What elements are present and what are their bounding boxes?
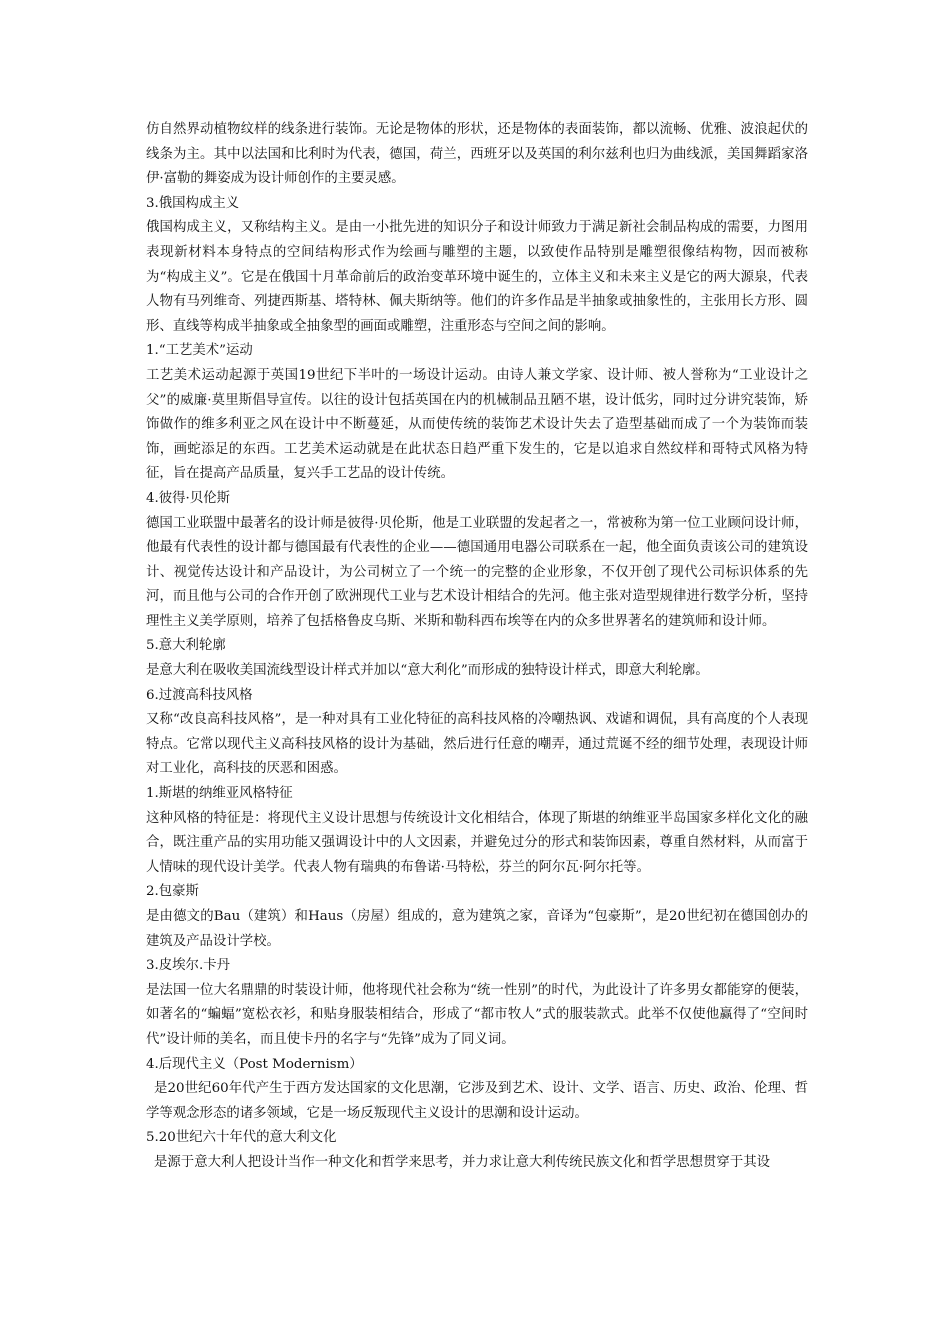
heading-pierre-cardin: 3.皮埃尔.卡丹 (146, 958, 230, 974)
heading-italian-line: 5.意大利轮廓 (146, 638, 226, 654)
heading-transitional-high-tech: 6.过渡高科技风格 (146, 687, 253, 703)
heading-russian-constructivism: 3.俄国构成主义 (146, 195, 240, 211)
paragraph-post-modernism: 是20世纪60年代产生于西方发达国家的文化思潮，它涉及到艺术、设计、文学、语言、历史、政治、伦理、哲学等观念形态的诸多领域，它是一场反叛现代主义设计的思潮和设计运动。 (146, 1081, 808, 1121)
paragraph-russian-constructivism: 俄国构成主义，又称结构主义。是由一小批先进的知识分子和设计师致力于满足新社会制品构成的需要，力图用表现新材料本身特点的空间结构形式作为绘画与雕塑的主题，以致使作品特别是雕塑很像结构物，因而被称为“构成主义”。它是在俄国十月革命前后的政治变革环境中诞生的，立体主义和未来主义是它的两大源泉，代表人物有马列维奇、列捷西斯基、塔特林、佩夫斯纳等。他们的许多作品是半抽象或抽象性的，主张用长方形、圆形、直线等构成半抽象或全抽象型的画面或雕塑，注重形态与空间之间的影响。 (146, 220, 808, 334)
heading-bauhaus: 2.包豪斯 (146, 884, 199, 900)
paragraph-italian-line: 是意大利在吸收美国流线型设计样式并加以“意大利化”而形成的独特设计样式，即意大利轮廓。 (146, 663, 709, 679)
paragraph-art-nouveau-continued: 仿自然界动植物纹样的线条进行装饰。无论是物体的形状，还是物体的表面装饰，都以流畅、优雅、波浪起伏的线条为主。其中以法国和比利时为代表，德国，荷兰，西班牙以及英国的利尔兹利也归为曲线派，美国舞蹈家洛伊·富勒的舞姿成为设计师创作的主要灵感。 (146, 122, 808, 187)
paragraph-peter-behrens: 德国工业联盟中最著名的设计师是彼得·贝伦斯，他是工业联盟的发起者之一，常被称为第一位工业顾问设计师，他最有代表性的设计都与德国最有代表性的企业——德国通用电器公司联系在一起，他全面负责该公司的建筑设计、视觉传达设计和产品设计，为公司树立了一个统一的完整的企业形象，不仅开创了现代公司标识体系的先河，而且他与公司的合作开创了欧洲现代工业与艺术设计相结合的先河。他主张对造型规律进行数学分析，坚持理性主义美学原则，培养了包括格鲁皮乌斯、米斯和勒科西布埃等在内的众多世界著名的建筑师和设计师。 (146, 515, 808, 629)
paragraph-bauhaus: 是由德文的Bau（建筑）和Haus（房屋）组成的，意为建筑之家，音译为“包豪斯”，是20世纪初在德国创办的建筑及产品设计学校。 (146, 909, 808, 949)
paragraph-italian-culture-1960s: 是源于意大利人把设计当作一种文化和哲学来思考，并力求让意大利传统民族文化和哲学思想贯穿于其设 (154, 1154, 770, 1170)
document-body (146, 118, 808, 1176)
paragraph-pierre-cardin: 是法国一位大名鼎鼎的时装设计师，他将现代社会称为“统一性别”的时代，为此设计了许多男女都能穿的便装，如著名的“蝙蝠”宽松衣衫，和贴身服装相结合，形成了“都市牧人”式的服装款式。此举不仅使他赢得了“空间时代”设计师的美名，而且使卡丹的名字与“先锋”成为了同义词。 (146, 982, 808, 1047)
heading-scandinavian-style: 1.斯堪的纳维亚风格特征 (146, 786, 293, 802)
heading-italian-culture-1960s: 5.20世纪六十年代的意大利文化 (146, 1130, 337, 1146)
heading-peter-behrens: 4.彼得·贝伦斯 (146, 490, 230, 506)
paragraph-arts-and-crafts: 工艺美术运动起源于英国19世纪下半叶的一场设计运动。由诗人兼文学家、设计师、被人誉称为“工业设计之父”的威廉·莫里斯倡导宣传。以往的设计包括英国在内的机械制品丑陋不堪，设计低劣，同时过分讲究装饰，矫饰做作的维多利亚之风在设计中不断蔓延，从而使传统的装饰艺术设计失去了造型基础而成了一个为装饰而装饰，画蛇添足的东西。工艺美术运动就是在此状态日趋严重下发生的，它是以追求自然纹样和哥特式风格为特征，旨在提高产品质量，复兴手工艺品的设计传统。 (146, 367, 808, 482)
heading-post-modernism: 4.后现代主义（Post Modernism） (146, 1056, 363, 1072)
paragraph-scandinavian-style: 这种风格的特征是：将现代主义设计思想与传统设计文化相结合，体现了斯堪的纳维亚半岛国家多样化文化的融合，既注重产品的实用功能又强调设计中的人文因素，并避免过分的形式和装饰因素，尊重自然材料，从而富于人情味的现代设计美学。代表人物有瑞典的布鲁诺·马特松，芬兰的阿尔瓦·阿尔托等。 (146, 810, 808, 875)
heading-arts-and-crafts: 1.“工艺美术”运动 (146, 343, 253, 359)
paragraph-transitional-high-tech: 又称“改良高科技风格”，是一种对具有工业化特征的高科技风格的冷嘲热讽、戏谑和调侃，具有高度的个人表现特点。它常以现代主义高科技风格的设计为基础，然后进行任意的嘲弄，通过荒诞不经的细节处理，表现设计师对工业化，高科技的厌恶和困惑。 (146, 712, 808, 777)
